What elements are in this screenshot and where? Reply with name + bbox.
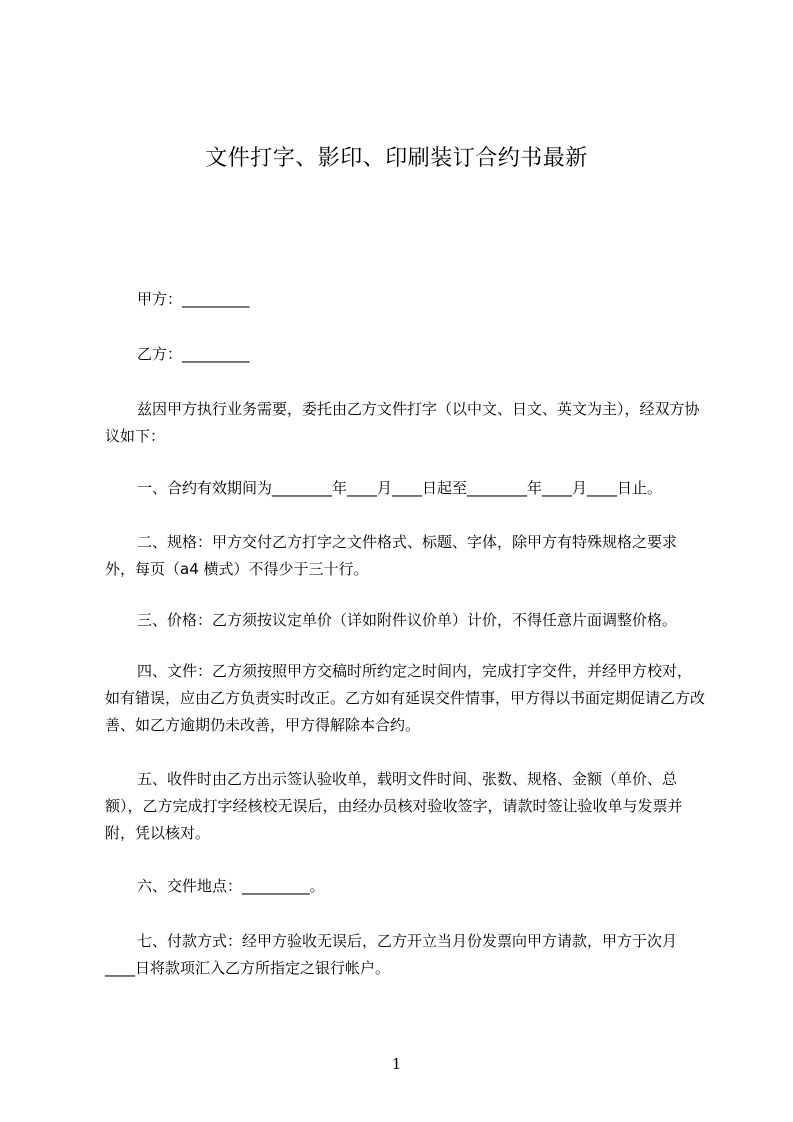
clause-6: 六、交件地点：_________。 [137,877,325,895]
page-number: 1 [391,1055,402,1073]
party-a-line: 甲方：_________ [137,290,250,308]
intro-paragraph: 兹因甲方执行业务需要，委托由乙方文件打字（以中文、日文、英文为主），经双方协议如下： [105,400,700,445]
party-b-line: 乙方：_________ [137,345,250,363]
clause-4: 四、文件：乙方须按照甲方交稿时所约定之时间内，完成打字交件，并经甲方校对，如有错误，应由乙方负责实时改正。乙方如有延误交件情事，甲方得以书面定期促请乙方改善、如乙方逾期仍未改善，甲方得解除本合约。 [105,662,706,734]
document-title: 文件打字、影印、印刷装订合约书最新 [205,146,588,171]
clause-7: 七、付款方式：经甲方验收无误后，乙方开立当月份发票向甲方请款，甲方于次月____日将款项汇入乙方所指定之银行帐户。 [105,932,678,977]
clause-1: 一、合约有效期间为________年____月____日起至________年____月____日止。 [137,479,663,497]
clause-5: 五、收件时由乙方出示签认验收单，载明文件时间、张数、规格、金额（单价、总额），乙方完成打字经核校无误后，由经办员核对验收签字，请款时签让验收单与发票并附，凭以核对。 [105,770,683,842]
clause-3: 三、价格：乙方须按议定单价（详如附件议价单）计价，不得任意片面调整价格。 [137,611,678,629]
clause-2: 二、规格：甲方交付乙方打字之文件格式、标题、字体，除甲方有特殊规格之要求外，每页（a4 横式）不得少于三十行。 [105,533,678,578]
